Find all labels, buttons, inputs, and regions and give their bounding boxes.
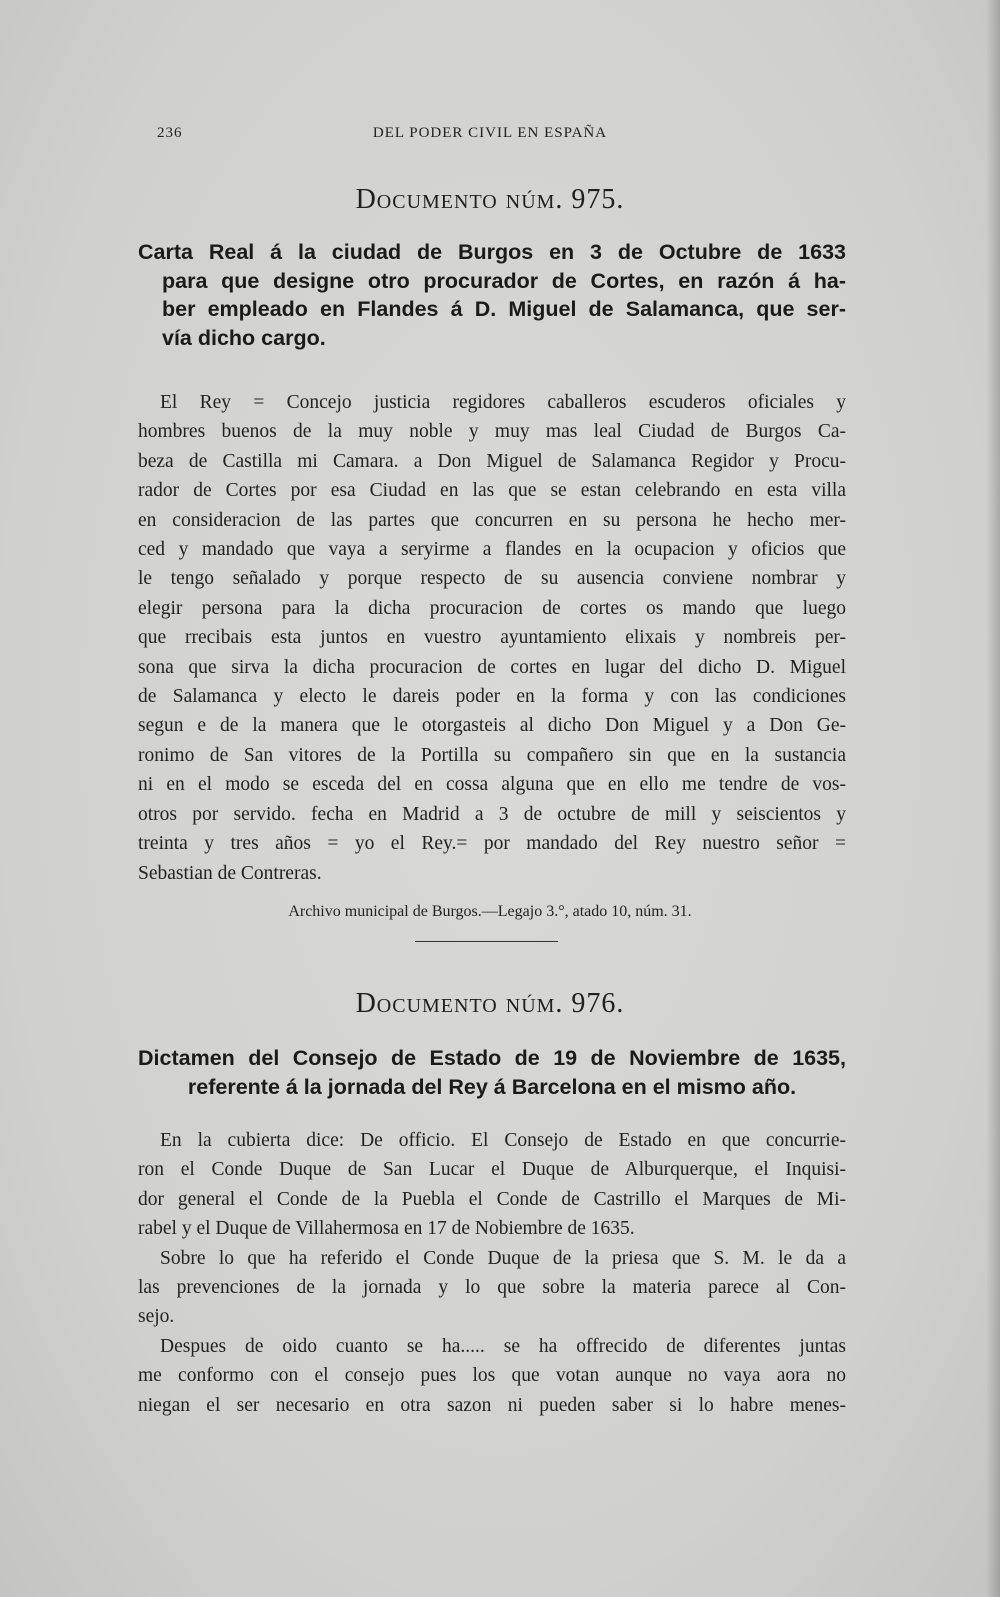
summary-line: referente á la jornada del Rey á Barcelona en el mismo año. [187, 1074, 797, 1099]
body-line: me conformo con el consejo pues los que votan aunque no vaya aora no [138, 1365, 846, 1387]
body-line: rabel y el Duque de Villahermosa en 17 de Nobiembre de 1635. [138, 1218, 635, 1240]
summary-line: vía dicho cargo. [162, 325, 326, 350]
body-line: elegir persona para la dicha procuracion de cortes os mando que luego [138, 597, 846, 619]
body-line: beza de Castilla mi Camara. a Don Miguel de Salamanca Regidor y Procu- [138, 450, 846, 472]
document-976-summary [138, 1044, 846, 1101]
body-line: en consideracion de las partes que concurren en su persona he hecho mer- [138, 509, 846, 531]
archive-citation: Archivo municipal de Burgos.—Legajo 3.°, atado 10, núm. 31. [288, 903, 692, 920]
section-divider [415, 941, 558, 942]
summary-line: para que designe otro procurador de Cortes, en razón á ha- [162, 268, 846, 293]
body-line: niegan el ser necesario en otra sazon ni pueden saber si lo habre menes- [138, 1394, 846, 1416]
body-line: rador de Cortes por esa Ciudad en las que se estan celebrando en esta villa [138, 480, 846, 502]
page-number: 236 [157, 125, 183, 141]
body-line: dor general el Conde de la Puebla el Conde de Castrillo el Marques de Mi- [138, 1188, 846, 1210]
document-975-heading: Documento núm. 975. [355, 184, 625, 215]
body-line: treinta y tres años = yo el Rey.= por mandado del Rey nuestro señor = [138, 833, 846, 855]
summary-line: ber empleado en Flandes á D. Miguel de Salamanca, que ser- [162, 297, 846, 321]
page-edge-shadow [986, 0, 1000, 1597]
document-976-body [138, 1126, 846, 1420]
body-line: El Rey = Concejo justicia regidores caballeros escuderos oficiales y [160, 392, 846, 413]
summary-line: Carta Real á la ciudad de Burgos en 3 de Octubre de 1633 [138, 240, 846, 264]
body-line: de Salamanca y electo le dareis poder en la forma y con las condiciones [138, 686, 846, 708]
running-title: DEL PODER CIVIL EN ESPAÑA [372, 125, 608, 141]
body-line: ced y mandado que vaya a seryirme a flandes en la ocupacion y oficios que [138, 539, 846, 561]
document-975-body [138, 388, 846, 888]
summary-line: Dictamen del Consejo de Estado de 19 de Noviembre de 1635, [138, 1046, 846, 1070]
body-line: Sobre lo que ha referido el Conde Duque de la priesa que S. M. le da a [160, 1247, 846, 1269]
body-line: hombres buenos de la muy noble y muy mas leal Ciudad de Burgos Ca- [138, 421, 846, 443]
body-line: Despues de oido cuanto se ha..... se ha offrecido de diferentes juntas [160, 1335, 846, 1357]
document-976-heading: Documento núm. 976. [355, 988, 625, 1019]
document-975-summary [138, 238, 846, 352]
body-line: ni en el modo se esceda del en cossa alguna que en ello me tendre de vos- [138, 774, 846, 796]
body-line: Sebastian de Contreras. [138, 862, 322, 884]
body-line: que rrecibais esta juntos en vuestro ayuntamiento elixais y nombreis per- [138, 627, 846, 649]
running-header [140, 125, 840, 147]
body-line: segun e de la manera que le otorgasteis al dicho Don Miguel y a Don Ge- [138, 715, 846, 737]
body-line: las prevenciones de la jornada y lo que sobre la materia parece al Con- [138, 1277, 846, 1299]
body-line: sejo. [138, 1306, 175, 1328]
body-line: le tengo señalado y porque respecto de su ausencia conviene nombrar y [138, 568, 846, 590]
body-line: sona que sirva la dicha procuracion de cortes en lugar del dicho D. Miguel [138, 656, 846, 678]
body-line: En la cubierta dice: De officio. El Consejo de Estado en que concurrie- [160, 1130, 846, 1151]
body-line: ronimo de San vitores de la Portilla su compañero sin que en la sustancia [138, 744, 846, 766]
body-line: otros por servido. fecha en Madrid a 3 de octubre de mill y seiscientos y [138, 803, 846, 825]
body-line: ron el Conde Duque de San Lucar el Duque de Alburquerque, el Inquisi- [138, 1159, 846, 1181]
